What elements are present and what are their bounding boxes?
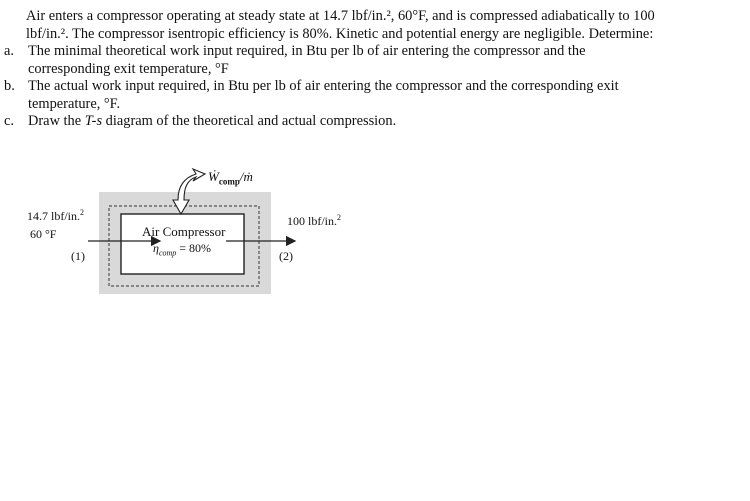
work-label [208,169,253,187]
inlet-pressure-sup: 2 [80,208,84,217]
stem-line-2: lbf/in.². The compressor isentropic efficiency is 80%. Kinetic and potential energy are negligible. Determine: [26,25,654,42]
part-b-label: b. [4,78,15,94]
part-a-line-2: corresponding exit temperature, °F [28,60,229,77]
outlet-state: (2) [279,249,293,263]
part-b-line-2: temperature, °F. [28,95,121,112]
efficiency-value: = 80% [179,241,212,255]
inlet-state: (1) [71,249,85,263]
work-per-mass: /ṁ [239,169,253,184]
part-b-line-1: The actual work input required, in Btu per lb of air entering the compressor and the corresponding exit [28,78,619,94]
outlet-pressure-sup: 2 [337,213,341,222]
efficiency-subscript: comp [158,248,177,258]
part-c-label: c. [4,113,14,129]
ts-label: T-s [84,113,103,129]
outlet-pressure-label [287,214,341,229]
work-subscript: comp [218,176,240,187]
inlet-pressure: 14.7 lbf/in. [27,209,80,223]
efficiency-label [153,241,211,257]
device-name: Air Compressor [142,224,226,239]
part-c-after: diagram of the theoretical and actual compression. [102,113,397,129]
inlet-temperature: 60 °F [30,227,57,241]
outlet-pressure: 100 lbf/in. [287,214,337,228]
efficiency-symbol: η [153,241,159,255]
part-a-label: a. [4,43,14,59]
part-a-line-1: The minimal theoretical work input required, in Btu per lb of air entering the compressor and the [28,43,586,59]
stem-line-1: Air enters a compressor operating at steady state at 14.7 lbf/in.², 60°F, and is compressed adiabatically to 100 [26,8,655,24]
work-symbol: Ẇ [208,169,219,184]
inlet-pressure-label [27,209,84,224]
part-c-before: Draw the [28,113,85,129]
